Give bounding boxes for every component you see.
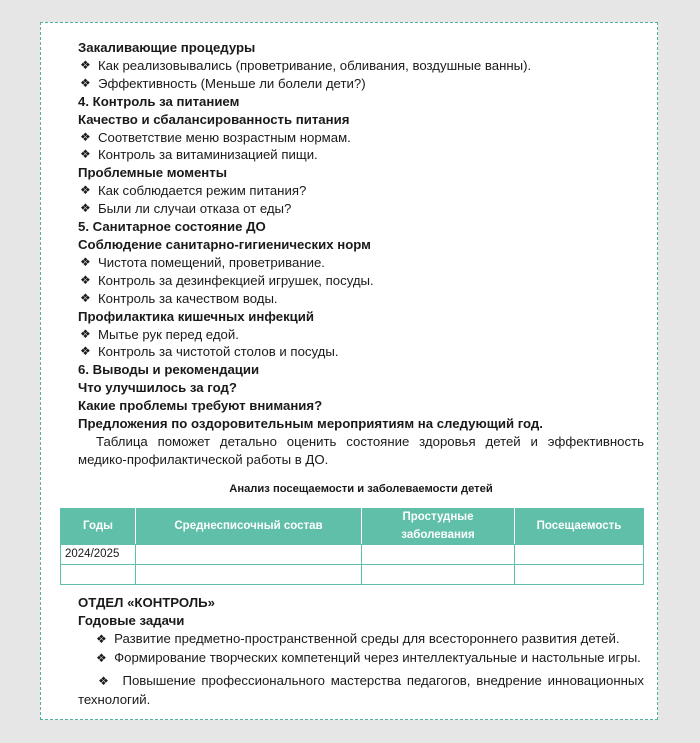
section-subtitle: Годовые задачи xyxy=(78,613,185,629)
task-item-text: Формирование творческих компетенций через интеллектуальные и настольные игры. xyxy=(114,650,641,666)
bullet-item: ❖ Соответствие меню возрастным нормам. xyxy=(78,129,644,147)
table-cell xyxy=(136,565,362,585)
bullet-item: ❖ Мытье рук перед едой. xyxy=(78,326,644,344)
table-row xyxy=(61,545,644,565)
heading-line: Закаливающие процедуры xyxy=(78,40,256,55)
table-header-row xyxy=(61,508,644,545)
bullet-item: ❖ Как соблюдается режим питания? xyxy=(78,182,644,200)
intro-paragraph: Таблица поможет детально оценить состояние здоровья детей и эффективность медико-профилактической работы в ДО. xyxy=(78,433,644,467)
task-item-text: Развитие предметно-пространственной среды для всестороннего развития детей. xyxy=(114,631,620,647)
bullet-item: ❖ Эффективность (Меньше ли болели дети?) xyxy=(78,75,644,93)
page-frame xyxy=(40,22,658,720)
column-header: Среднесписочный состав xyxy=(136,508,362,545)
table-cell xyxy=(362,565,515,585)
bullet-item: ❖ Контроль за чистотой столов и посуды. xyxy=(78,343,644,361)
table-row xyxy=(61,565,644,585)
bullet-item: ❖ Чистота помещений, проветривание. xyxy=(78,254,644,272)
column-header: Посещаемость xyxy=(515,508,644,545)
task-item: ❖ Повышение профессионального мастерства педагогов, внедрение инновационных технологий. xyxy=(78,673,644,707)
table-cell xyxy=(61,565,136,585)
table-caption: Анализ посещаемости и заболеваемости детей xyxy=(229,482,493,495)
section-title: ОТДЕЛ «КОНТРОЛЬ» xyxy=(78,595,215,611)
column-header: Годы xyxy=(61,508,136,545)
heading-line: 4. Контроль за питанием xyxy=(78,93,240,109)
task-item: ❖ Формирование творческих компетенций через интеллектуальные и настольные игры. xyxy=(96,650,641,666)
table-cell xyxy=(136,545,362,565)
document-body xyxy=(65,39,644,709)
bullet-item: ❖ Контроль за качеством воды. xyxy=(78,290,644,308)
heading-line: Предложения по оздоровительным мероприятиям на следующий год. xyxy=(78,416,543,432)
heading-line: Соблюдение санитарно-гигиенических норм xyxy=(78,236,371,252)
bullet-item: ❖ Были ли случаи отказа от еды? xyxy=(78,200,644,218)
heading-line: Проблемные моменты xyxy=(78,165,227,181)
attendance-table xyxy=(60,508,644,586)
heading-line: 6. Выводы и рекомендации xyxy=(78,362,260,378)
task-item: ❖ Развитие предметно-пространственной среды для всестороннего развития детей. xyxy=(96,631,620,647)
heading-line: Какие проблемы требуют внимания? xyxy=(78,398,323,414)
heading-line: Что улучшилось за год? xyxy=(78,380,237,396)
heading-line: 5. Санитарное состояние ДО xyxy=(78,219,266,235)
bullet-item: ❖ Контроль за дезинфекцией игрушек, посуды. xyxy=(78,272,644,290)
heading-line: Профилактика кишечных инфекций xyxy=(78,308,314,324)
bullet-item: ❖ Как реализовывались (проветривание, обливания, воздушные ванны). xyxy=(78,57,644,75)
bullet-item: ❖ Контроль за витаминизацией пищи. xyxy=(78,146,644,164)
table-cell xyxy=(362,545,515,565)
outline-list xyxy=(78,39,644,433)
table-cell xyxy=(515,565,644,585)
table-cell xyxy=(515,545,644,565)
column-header: Простудные заболевания xyxy=(362,508,515,545)
table-cell: 2024/2025 xyxy=(61,545,136,565)
task-item-text: Повышение профессионального мастерства педагогов, внедрение инновационных технологий. xyxy=(78,673,644,707)
heading-line: Качество и сбалансированность питания xyxy=(78,111,350,127)
